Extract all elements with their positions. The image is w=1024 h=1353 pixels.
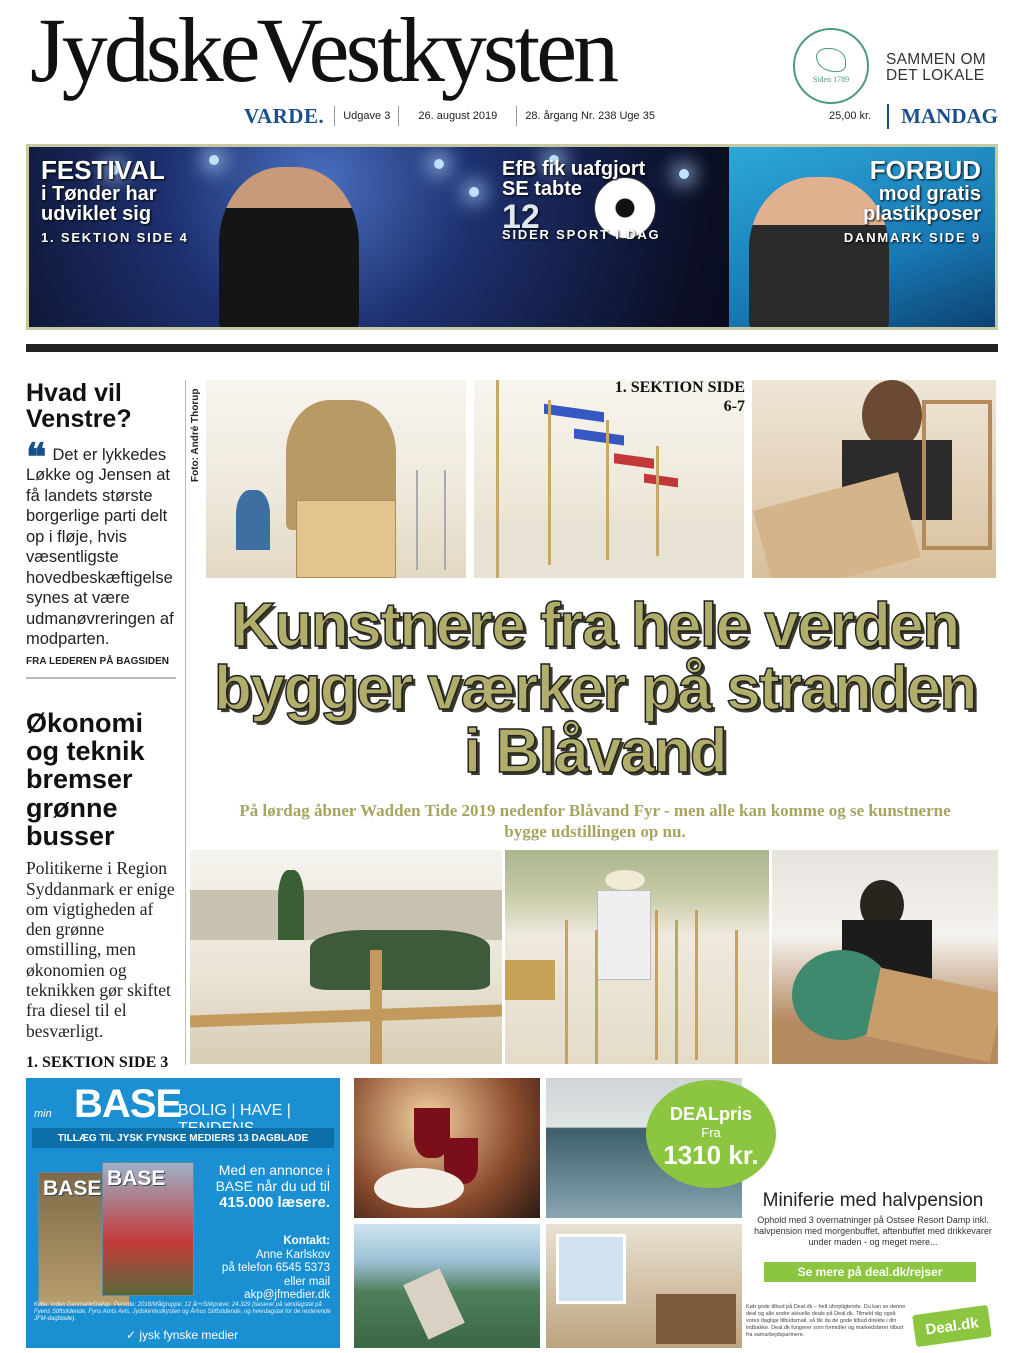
base-fine-print: Kilde: Index Danmark/Gallup. Periode: 2018/Målgruppe: 12 år+/Stikprøve: 24.329 (baseret på søndagstal på Fyens Stiftstidende, Fyns Amts Avis, JydskeVestkysten og Århus Stiftstidende, og hverdagstal for de resterende JFM-dagblade). xyxy=(34,1302,331,1322)
jysk-fynske-brand: ✓ jysk fynske medier xyxy=(126,1328,239,1342)
photo-credit: Foto: André Thorup xyxy=(190,388,201,482)
edition-volume: 28. årgang Nr. 238 Uge 35 xyxy=(516,106,663,126)
column-divider xyxy=(185,380,186,1065)
edition-number: Udgave 3 xyxy=(334,106,398,126)
base-pitch: Med en annonce i BASE når du ud til 415.000 læsere. xyxy=(215,1162,330,1211)
photo-resort-aerial xyxy=(354,1224,540,1348)
teaser-venstre-ref: FRA LEDEREN PÅ BAGSIDEN xyxy=(26,656,176,679)
deal-description: Ophold med 3 overnatninger på Ostsee Resort Damp inkl. halvpension med morgenbuffet, aftenbuffet med drikkevarer under maden - og meget mere... xyxy=(754,1215,992,1247)
seal-text: Siden 1789 xyxy=(812,75,850,84)
base-magazine-covers: BASE BASE xyxy=(38,1162,218,1312)
photo-hotel-room xyxy=(546,1224,742,1348)
photo-boat-builder xyxy=(772,850,998,1064)
teaser-busser-headline[interactable]: Økonomi og teknik bremser grønne busser xyxy=(26,707,145,851)
photo-thatched-sculpture xyxy=(206,380,466,578)
edition-weekday: MANDAG xyxy=(887,104,998,129)
edition-bar xyxy=(26,103,998,129)
base-contact: Kontakt: Anne Karlskov på telefon 6545 5373 eller mail akp@jfmedier.dk xyxy=(221,1235,330,1301)
base-contact-email[interactable]: akp@jfmedier.dk xyxy=(244,1289,330,1301)
teaser-busser-body: Politikerne i Region Syddanmark er enige om vigtigheden af den grønne omstilling, men økonomien og teknikken gør skiftet fra diesel til el besværligt. xyxy=(26,858,175,1041)
teaser-banner[interactable] xyxy=(26,144,998,330)
deal-title: Miniferie med halvpension xyxy=(762,1190,984,1211)
teaser-venstre-quote: ❝ Det er lykkedes Løkke og Jensen at få landets største borgerlige parti delt op i fløje, hvis væsentligste hovedbeskæftigelse synes at være udmanøvreringen af modparten. xyxy=(26,436,174,648)
section-divider xyxy=(26,344,998,352)
deal-logo[interactable]: Deal.dk xyxy=(912,1305,992,1347)
base-mini-label: min xyxy=(34,1108,52,1120)
photo-woodworker xyxy=(752,380,996,578)
lead-headline[interactable]: Kunstnere fra hele verden bygger værker på stranden i Blåvand xyxy=(214,591,976,786)
masthead-title: JydskeVestkysten xyxy=(30,0,616,101)
photo-beach-nets xyxy=(190,850,502,1064)
base-logo: BASE xyxy=(74,1082,182,1126)
photo-bamboo-sticks xyxy=(505,850,769,1064)
photo-wine-dinner xyxy=(354,1078,540,1218)
edition-price: 25,00 kr. xyxy=(828,110,872,122)
newspaper-seal-logo xyxy=(793,28,869,104)
banner-sport[interactable]: EfB fik uafgjort SE tabte 12 SIDER SPORT I DAG xyxy=(502,158,661,243)
teaser-busser-ref: 1. SEKTION SIDE 3 xyxy=(26,1053,169,1071)
base-strip: TILLÆG TIL JYSK FYNSKE MEDIERS 13 DAGBLADE xyxy=(32,1128,334,1148)
teaser-venstre-headline[interactable]: Hvad vil Venstre? xyxy=(26,379,132,434)
banner-plastic-ban[interactable]: FORBUD mod gratis plastikposer DANMARK SIDE 9 xyxy=(843,155,981,246)
deal-link-button[interactable]: Se mere på deal.dk/rejser xyxy=(764,1262,976,1282)
bagpipe-player-image xyxy=(219,167,359,330)
checkmark-icon: ✓ xyxy=(126,1328,140,1342)
deal-price-badge: DEALpris Fra 1310 kr. xyxy=(646,1080,776,1188)
slogan: SAMMEN OM DET LOKALE xyxy=(886,51,987,84)
base-tagline: BOLIG | HAVE | xyxy=(178,1102,291,1119)
quote-mark-icon: ❝ xyxy=(26,436,47,479)
edition-date: 26. august 2019 xyxy=(398,106,516,126)
deal-advertisement[interactable] xyxy=(354,1078,998,1348)
map-icon xyxy=(816,48,846,72)
banner-festival[interactable]: FESTIVAL i Tønder har udviklet sig 1. SEKTION SIDE 4 xyxy=(41,155,189,246)
lead-section-ref[interactable]: 1. SEKTION SIDE 6-7 xyxy=(614,379,745,415)
base-advertisement[interactable] xyxy=(26,1078,340,1348)
deal-fine-print: Køb gode tilbud på Deal.dk – helt uforpligtende. Du kan se denne deal og alle andre aktuelle deals på Deal.dk. Tilmeld dig også vores dagligе tilbudsmail, så får du de gode tilbud direkte i din indbakke. Deal.dk fungerer som formidler og markedsfører tilbud fra samarbejdspartnere. xyxy=(746,1304,906,1338)
left-column xyxy=(26,380,176,1070)
edition-town: VARDE. xyxy=(244,103,325,128)
lead-subhead: På lørdag åbner Wadden Tide 2019 nedenfor Blåvand Fyr - men alle kan komme og se kunstnerne bygge udstillingen op nu. xyxy=(239,801,951,841)
